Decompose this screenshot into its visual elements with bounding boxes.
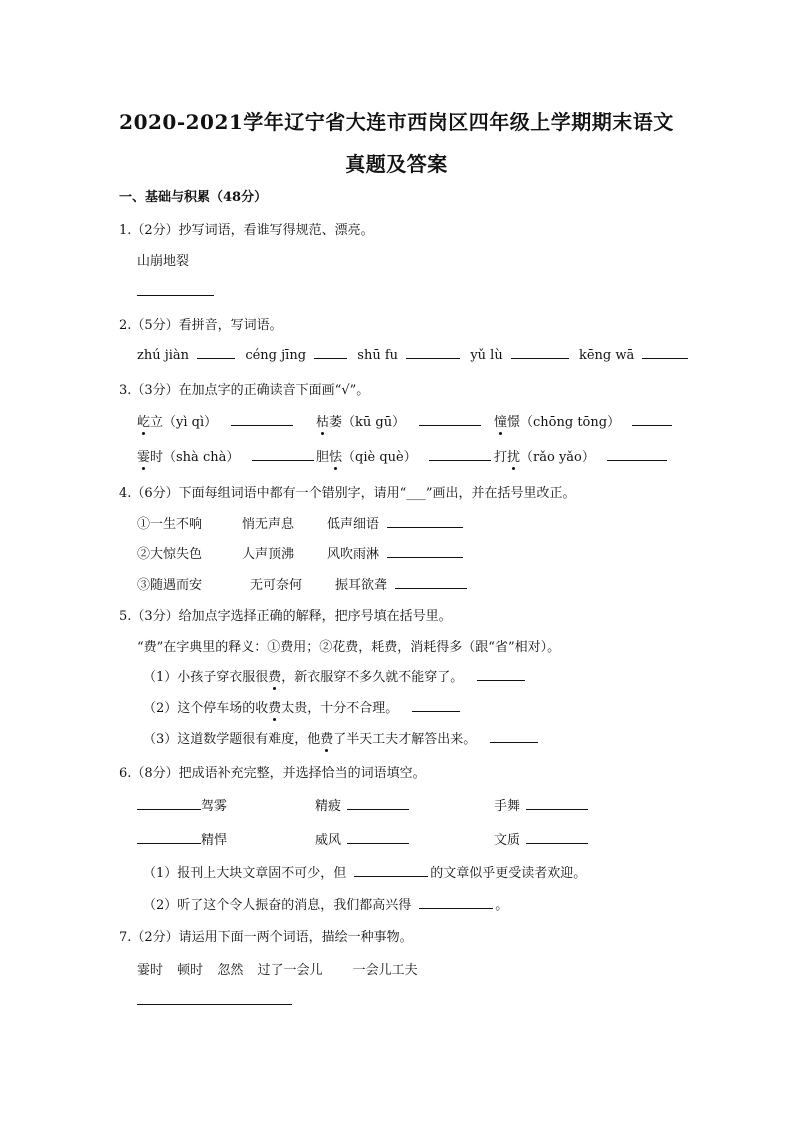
question-7-words (137, 959, 418, 978)
idiom-item (494, 795, 588, 814)
answer-blank[interactable] (477, 668, 525, 681)
item-text: 立（yì qì） (150, 415, 218, 430)
pinyin-item: zhú jiàn (137, 348, 190, 363)
word: 一会儿工夫 (352, 963, 418, 978)
dotted-char: 费 (268, 697, 281, 716)
dotted-char: 怯 (329, 446, 342, 465)
answer-blank[interactable] (387, 545, 463, 558)
item-text: （rǎo yǎo） (520, 450, 595, 465)
pinyin-item: yǔ lù (470, 348, 503, 363)
word: ②大惊失色 (137, 547, 203, 562)
question-1-stem: 1.（2分）抄写词语，看谁写得规范、漂亮。 (119, 223, 374, 238)
answer-blank[interactable] (511, 346, 569, 359)
idiom-item (315, 795, 409, 814)
document-title-line1: 2020-2021学年辽宁省大连市西岗区四年级上学期期末语文 (119, 110, 674, 134)
answer-blank[interactable] (419, 413, 481, 426)
answer-blank[interactable] (137, 831, 201, 844)
question-5-item (143, 728, 538, 747)
item-text: （1）小孩子穿衣服很 (143, 670, 269, 685)
answer-blank[interactable] (406, 346, 460, 359)
item-text: （3）这道数学题很有难度，他 (143, 732, 321, 747)
dotted-char: 霎 (137, 446, 150, 465)
word: ③随遇而安 (137, 578, 203, 593)
answer-blank[interactable] (412, 699, 460, 712)
answer-blank[interactable] (314, 346, 347, 359)
answer-blank[interactable] (347, 797, 409, 810)
idiom-text: 精悍 (201, 833, 228, 848)
question-5-stem: 5.（3分）给加点字选择正确的解释，把序号填在括号里。 (119, 609, 452, 624)
sentence-text: （1）报刊上大块文章固不可少，但 (143, 866, 347, 881)
question-3-item (137, 446, 314, 465)
answer-blank[interactable] (137, 797, 201, 810)
item-text: 了半天工夫才解答出来。 (333, 732, 477, 747)
answer-blank[interactable] (490, 730, 538, 743)
question-6-sentence-1 (143, 862, 586, 881)
item-text: （qiè què） (342, 450, 417, 465)
dotted-char: 费 (320, 728, 333, 747)
answer-blank[interactable] (419, 896, 493, 909)
section-heading: 一、基础与积累（48分） (119, 190, 268, 205)
pinyin-item: shū fu (357, 348, 399, 363)
word: 低声细语 (327, 517, 380, 532)
answer-blank[interactable] (347, 831, 409, 844)
sentence-text: （2）听了这个令人振奋的消息，我们都高兴得 (143, 898, 412, 913)
item-text: 胆 (316, 450, 330, 465)
idiom-item (137, 829, 227, 848)
dotted-char: 憧 (494, 411, 507, 430)
question-4-row (137, 574, 467, 593)
question-4-stem: 4.（6分）下面每组词语中都有一个错别字，请用“___”画出，并在括号里改正。 (119, 486, 576, 501)
pinyin-item: céng jīng (245, 348, 307, 363)
question-3-item (137, 411, 293, 430)
item-text: 打 (494, 450, 508, 465)
idiom-text: 精疲 (315, 799, 342, 814)
idiom-item (494, 829, 588, 848)
dotted-char: 屹 (137, 411, 150, 430)
dotted-char: 枯 (316, 411, 329, 430)
answer-blank[interactable] (607, 448, 667, 461)
answer-blank[interactable] (387, 515, 463, 528)
item-text: 时（shà chà） (150, 450, 240, 465)
question-6-stem: 6.（8分）把成语补充完整，并选择恰当的词语填空。 (119, 766, 426, 781)
question-5-item (143, 697, 460, 716)
idiom-text: 威风 (315, 833, 342, 848)
question-6-sentence-2 (143, 894, 508, 913)
question-5-definition: “费”在字典里的释义：①费用；②花费，耗费，消耗得多（跟“省”相对）。 (137, 640, 561, 655)
question-1-answer-blank[interactable] (137, 283, 214, 300)
word: 振耳欲聋 (335, 578, 388, 593)
question-3-item (494, 446, 667, 465)
sentence-text: 的文章似乎更受读者欢迎。 (430, 866, 587, 881)
question-7-stem: 7.（2分）请运用下面一两个词语，描绘一种事物。 (119, 930, 413, 945)
idiom-text: 驾雾 (201, 799, 228, 814)
item-text: 萎（kū gū） (329, 415, 406, 430)
word: 忽然 (217, 963, 244, 978)
idiom-text: 手舞 (494, 799, 521, 814)
word: 人声顶沸 (242, 547, 295, 562)
item-text: 太贵，十分不合理。 (281, 701, 399, 716)
question-1-word: 山崩地裂 (137, 254, 190, 269)
question-3-item (494, 411, 672, 430)
question-3-stem: 3.（3分）在加点字的正确读音下面画“√”。 (119, 383, 370, 398)
item-text: 憬（chōng tōng） (507, 415, 621, 430)
idiom-item (315, 829, 409, 848)
word: 无可奈何 (250, 578, 303, 593)
question-3-item (316, 446, 491, 465)
answer-blank[interactable] (197, 346, 235, 359)
idiom-text: 文质 (494, 833, 521, 848)
answer-blank[interactable] (354, 864, 428, 877)
item-text: ，新衣服穿不多久就不能穿了。 (281, 670, 464, 685)
answer-blank[interactable] (632, 413, 672, 426)
dotted-char: 费 (268, 666, 281, 685)
question-3-item (316, 411, 481, 430)
document-title-line2: 真题及答案 (345, 152, 448, 176)
question-2-stem: 2.（5分）看拼音，写词语。 (119, 318, 283, 333)
dotted-char: 扰 (507, 446, 520, 465)
answer-blank[interactable] (252, 448, 314, 461)
question-4-row (137, 513, 463, 532)
word: 霎时 (137, 963, 164, 978)
question-7-answer-blank[interactable] (137, 992, 292, 1009)
question-4-row (137, 543, 463, 562)
word: 顿时 (177, 963, 204, 978)
word: 风吹雨淋 (327, 547, 380, 562)
question-2-pinyin-row (137, 346, 688, 363)
answer-blank[interactable] (231, 413, 293, 426)
answer-blank[interactable] (395, 576, 467, 589)
answer-blank[interactable] (526, 831, 588, 844)
word: ①一生不响 (137, 517, 203, 532)
sentence-text: 。 (495, 898, 509, 913)
question-5-item (143, 666, 525, 685)
word: 悄无声息 (242, 517, 295, 532)
answer-blank[interactable] (429, 448, 491, 461)
answer-blank[interactable] (526, 797, 588, 810)
answer-blank[interactable] (642, 346, 688, 359)
pinyin-item: kēng wā (578, 348, 635, 363)
idiom-item (137, 795, 227, 814)
word: 过了一会儿 (257, 963, 323, 978)
item-text: （2）这个停车场的收 (143, 701, 269, 716)
